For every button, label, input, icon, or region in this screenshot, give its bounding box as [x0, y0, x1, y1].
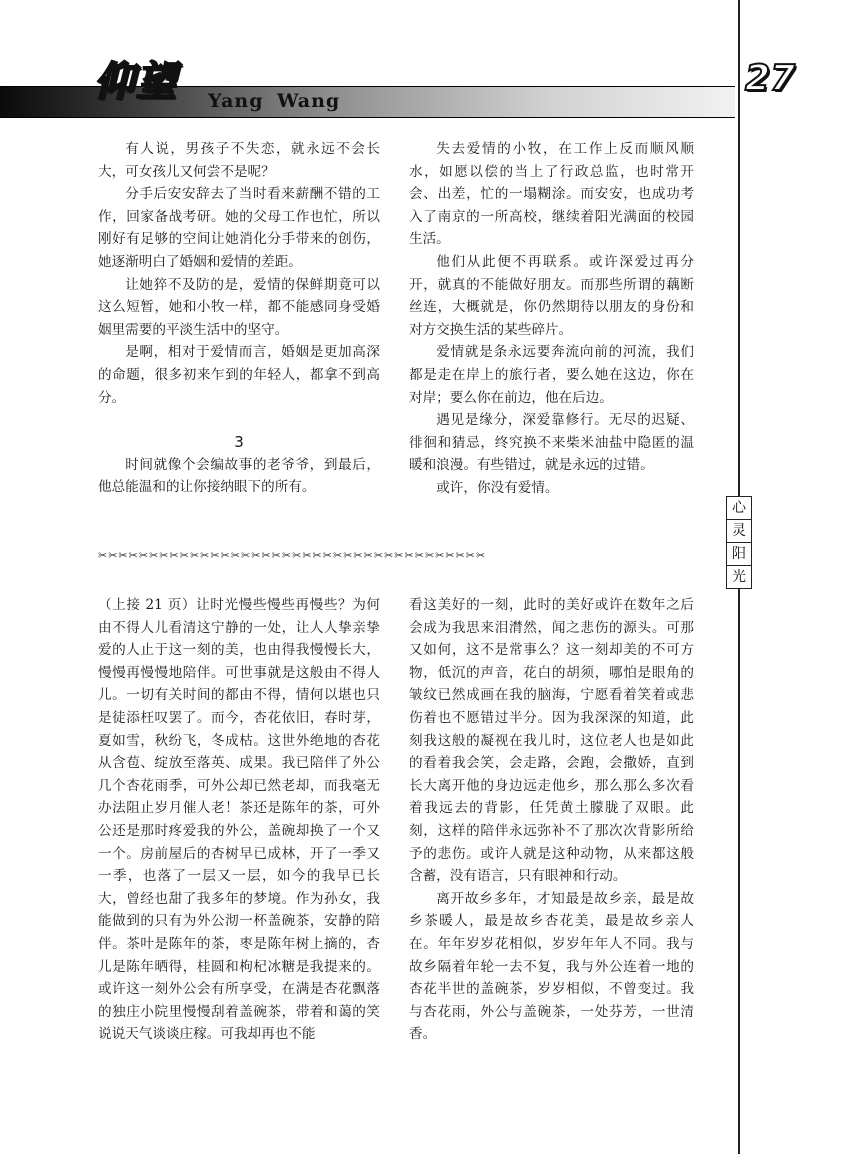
paragraph: （上接 21 页）让时光慢些慢些再慢些？为何由不得人儿看清这宁静的一处，让人人挚亲挚爱的人止于这一刻的美，也由得我慢慢长大，慢慢再慢慢地陪伴。可世事就是这般由不得人儿。一切有关时间的都由不得，情何以堪也只是徒添枉叹罢了。而今，杏花依旧，春时芽，夏如雪，秋纷飞，冬成枯。这世外绝地的杏花从含苞、绽放至落英、成果。我已陪伴了外公几个杏花雨季，可外公却已然老却，而我毫无办法阻止岁月催人老！茶还是陈年的茶，可外公还是那时疼爱我的外公，盖碗却换了一个又一个。房前屋后的杏树早已成林，开了一季又一季，也落了一层又一层，如今的我早已长大，曾经也甜了我多年的梦境。作为孙女，我能做到的只有为外公沏一杯盖碗茶，安静的陪伴。茶叶是陈年的茶，枣是陈年树上摘的，杏儿是陈年晒得，桂圆和枸杞冰糖是我提来的。或许这一刻外公会有所享受，在满是杏花飘落的独庄小院里慢慢刮着盖碗茶，带着和蔼的笑说说天气谈谈庄稼。可我却再也不能 [98, 597, 380, 1043]
paragraph: 是啊，相对于爱情而言，婚姻是更加高深的命题，很多初来乍到的年轻人，都拿不到高分。 [98, 344, 380, 406]
section-heading: 3 [234, 433, 244, 452]
column-side-tab [726, 496, 752, 589]
paragraph: 离开故乡多年，才知最是故乡亲，最是故乡茶暖人，最是故乡杏花美，最是故乡亲人在。年年岁岁花相似，岁岁年年人不同。我与故乡隔着年轮一去不复，我与外公连着一地的杏花半世的盖碗茶，岁岁相似，不曾变过。我与杏花雨，外公与盖碗茶，一处芬芳，一世清香。 [409, 890, 694, 1043]
paragraph: 时间就像个会编故事的老爷爷，到最后，他总能温和的让你接纳眼下的所有。 [98, 456, 380, 496]
side-tab-char: 灵 [727, 520, 751, 543]
magazine-subtitle: Yang Wang [208, 90, 341, 112]
paragraph: 有人说，男孩子不失恋，就永远不会长大，可女孩儿又何尝不是呢？ [98, 141, 380, 180]
paragraph: 遇见是缘分，深爱靠修行。无尽的迟疑、徘徊和猜忌，终究换不来柴米油盐中隐匿的温暖和浪漫。有些错过，就是永远的过错。 [409, 412, 694, 474]
side-tab-char: 心 [727, 497, 751, 520]
decorative-divider: ✂✂✂✂✂✂✂✂✂✂✂✂✂✂✂✂✂✂✂✂✂✂✂✂✂✂✂✂✂✂✂✂✂✂✂✂✂✂ [98, 549, 487, 562]
lower-right-column [409, 594, 694, 1046]
paragraph: 爱情就是条永远要奔流向前的河流，我们都是走在岸上的旅行者，要么她在这边，你在对岸；要么你在前边，他在后边。 [409, 344, 694, 406]
paragraph: 让她猝不及防的是，爱情的保鲜期竟可以这么短暂，她和小牧一样，都不能感同身受婚姻里需要的平淡生活中的坚守。 [98, 276, 380, 338]
paragraph: 或许，你没有爱情。 [436, 479, 559, 496]
paragraph: 看这美好的一刻，此时的美好或许在数年之后会成为我思来泪潸然，闻之悲伤的源头。可那又如何，这不是常事么？这一刻却美的不可方物，低沉的声音，花白的胡须，哪怕是眼角的皱纹已然成画在我的脑海，宁愿看着笑着或悲伤着也不愿错过半分。因为我深深的知道，此刻我这般的凝视在我儿时，这位老人也是如此的看着我会笑，会走路，会跑，会撒娇，直到长大离开他的身边远走他乡，那么那么多次看着我远去的背影，任凭黄土朦胧了双眼。此刻，这样的陪伴永远弥补不了那次次背影所给予的悲伤。或许人就是这种动物，从来都这般含蓄，没有语言，只有眼神和行动。 [409, 597, 694, 885]
upper-left-column [98, 138, 380, 499]
paragraph: 失去爱情的小牧，在工作上反而顺风顺水，如愿以偿的当上了行政总监，也时常开会、出差，忙的一塌糊涂。而安安，也成功考入了南京的一所高校，继续着阳光满面的校园生活。 [409, 141, 694, 248]
upper-right-column [409, 138, 694, 500]
magazine-logo: 仰望 [94, 59, 178, 105]
page-number: 27 [745, 58, 796, 99]
lower-left-column [98, 594, 380, 1046]
side-tab-char: 光 [732, 569, 746, 585]
side-tab-char: 阳 [727, 543, 751, 566]
paragraph: 他们从此便不再联系。或许深爱过再分开，就真的不能做好朋友。而那些所谓的藕断丝连，大概就是，你仍然期待以朋友的身份和对方交换生活的某些碎片。 [409, 253, 694, 338]
paragraph: 分手后安安辞去了当时看来薪酬不错的工作，回家备战考研。她的父母工作也忙，所以刚好有足够的空间让她消化分手带来的创伤，她逐渐明白了婚姻和爱情的差距。 [98, 186, 380, 270]
